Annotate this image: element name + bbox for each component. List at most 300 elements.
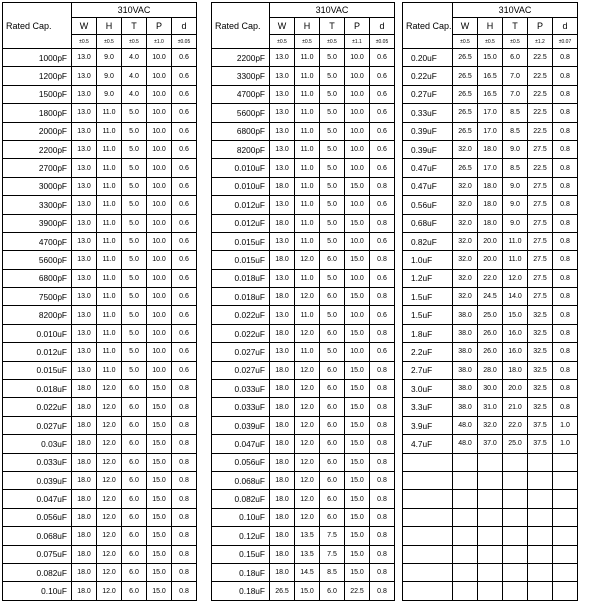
pitch-cell: 10.0 bbox=[345, 232, 370, 250]
pitch-cell bbox=[528, 453, 553, 471]
height-cell: 12.0 bbox=[295, 380, 320, 398]
pitch-cell: 15.0 bbox=[147, 380, 172, 398]
pitch-cell: 15.0 bbox=[345, 324, 370, 342]
pitch-cell: 10.0 bbox=[147, 324, 172, 342]
thickness-cell: 8.5 bbox=[320, 563, 345, 581]
lead-diameter-cell: 0.6 bbox=[370, 85, 395, 103]
width-cell: 13.0 bbox=[270, 104, 295, 122]
thickness-cell: 5.0 bbox=[122, 177, 147, 195]
lead-diameter-cell bbox=[553, 453, 578, 471]
width-cell: 18.0 bbox=[270, 324, 295, 342]
pitch-cell: 27.5 bbox=[528, 269, 553, 287]
table-row bbox=[403, 306, 578, 324]
width-cell: 18.0 bbox=[270, 508, 295, 526]
lead-diameter-cell: 0.6 bbox=[172, 306, 197, 324]
pitch-cell: 27.5 bbox=[528, 288, 553, 306]
pitch-cell bbox=[528, 471, 553, 489]
lead-diameter-cell: 0.6 bbox=[172, 140, 197, 158]
lead-diameter-cell: 0.8 bbox=[172, 563, 197, 581]
height-cell: 11.0 bbox=[97, 251, 122, 269]
thickness-cell: 5.0 bbox=[320, 140, 345, 158]
rated-cap-cell: 0.018uF bbox=[212, 269, 270, 287]
pitch-cell: 15.0 bbox=[147, 471, 172, 489]
pitch-cell: 10.0 bbox=[147, 196, 172, 214]
height-cell: 12.0 bbox=[295, 435, 320, 453]
thickness-cell: 5.0 bbox=[122, 288, 147, 306]
height-cell: 15.0 bbox=[478, 49, 503, 67]
rated-cap-cell: 0.12uF bbox=[212, 527, 270, 545]
width-column-header: W bbox=[453, 18, 478, 35]
height-cell: 18.0 bbox=[478, 140, 503, 158]
pitch-cell: 27.5 bbox=[528, 232, 553, 250]
width-cell: 18.0 bbox=[270, 471, 295, 489]
thickness-cell: 6.0 bbox=[320, 582, 345, 600]
rated-cap-cell: 3300pF bbox=[3, 196, 72, 214]
rated-cap-cell: 5600pF bbox=[212, 104, 270, 122]
rated-cap-cell bbox=[403, 545, 453, 563]
table-row bbox=[3, 508, 197, 526]
width-cell: 18.0 bbox=[72, 416, 97, 434]
lead-diameter-cell: 0.8 bbox=[172, 416, 197, 434]
lead-diameter-cell: 0.8 bbox=[370, 508, 395, 526]
height-cell: 11.0 bbox=[295, 104, 320, 122]
thickness-cell: 9.0 bbox=[503, 140, 528, 158]
height-cell: 16.5 bbox=[478, 85, 503, 103]
thickness-cell bbox=[503, 582, 528, 600]
pitch-cell: 37.5 bbox=[528, 416, 553, 434]
pitch-cell: 10.0 bbox=[147, 67, 172, 85]
thickness-cell: 5.0 bbox=[320, 306, 345, 324]
table-row bbox=[403, 159, 578, 177]
pitch-column-header: P bbox=[147, 18, 172, 35]
height-cell: 18.0 bbox=[478, 196, 503, 214]
width-cell: 18.0 bbox=[270, 563, 295, 581]
width-cell: 18.0 bbox=[72, 545, 97, 563]
height-cell bbox=[478, 490, 503, 508]
pitch-tolerance: ±1.2 bbox=[528, 35, 553, 49]
table-row bbox=[3, 159, 197, 177]
width-cell bbox=[453, 545, 478, 563]
rated-cap-cell: 0.022uF bbox=[212, 306, 270, 324]
pitch-cell: 22.5 bbox=[528, 49, 553, 67]
rated-cap-cell: 0.33uF bbox=[403, 104, 453, 122]
lead-diameter-cell: 0.8 bbox=[553, 214, 578, 232]
height-cell: 11.0 bbox=[295, 196, 320, 214]
lead-diameter-cell: 0.8 bbox=[553, 380, 578, 398]
thickness-cell bbox=[503, 508, 528, 526]
width-cell: 13.0 bbox=[270, 85, 295, 103]
table-row bbox=[403, 122, 578, 140]
rated-cap-cell: 0.68uF bbox=[403, 214, 453, 232]
height-column-header: H bbox=[295, 18, 320, 35]
width-cell: 38.0 bbox=[453, 398, 478, 416]
table-row bbox=[212, 67, 395, 85]
table-row bbox=[212, 545, 395, 563]
height-cell: 12.0 bbox=[295, 251, 320, 269]
width-cell: 18.0 bbox=[270, 545, 295, 563]
height-cell: 11.0 bbox=[295, 177, 320, 195]
thickness-cell: 9.0 bbox=[503, 196, 528, 214]
width-cell: 18.0 bbox=[270, 251, 295, 269]
rated-cap-cell: 0.068uF bbox=[212, 471, 270, 489]
rated-cap-cell: 5600pF bbox=[3, 251, 72, 269]
table-row bbox=[3, 471, 197, 489]
height-cell: 12.0 bbox=[97, 435, 122, 453]
rated-cap-cell: 0.022uF bbox=[212, 324, 270, 342]
width-cell: 18.0 bbox=[270, 490, 295, 508]
table-row bbox=[212, 324, 395, 342]
pitch-cell: 10.0 bbox=[147, 104, 172, 122]
rated-cap-cell: 0.012uF bbox=[212, 196, 270, 214]
pitch-cell: 15.0 bbox=[345, 416, 370, 434]
lead-diameter-cell: 0.6 bbox=[370, 159, 395, 177]
pitch-cell: 22.5 bbox=[528, 85, 553, 103]
width-cell: 18.0 bbox=[270, 380, 295, 398]
pitch-cell: 27.5 bbox=[528, 196, 553, 214]
rated-cap-cell: 0.012uF bbox=[212, 214, 270, 232]
width-cell: 18.0 bbox=[270, 361, 295, 379]
height-cell: 12.0 bbox=[295, 471, 320, 489]
pitch-cell: 15.0 bbox=[345, 251, 370, 269]
lead-diameter-cell: 0.6 bbox=[172, 85, 197, 103]
lead-diameter-cell: 0.6 bbox=[172, 159, 197, 177]
table-row bbox=[3, 490, 197, 508]
lead-diameter-cell: 0.6 bbox=[370, 232, 395, 250]
width-cell: 13.0 bbox=[72, 104, 97, 122]
thickness-cell: 6.0 bbox=[320, 361, 345, 379]
height-cell: 25.0 bbox=[478, 306, 503, 324]
width-cell: 32.0 bbox=[453, 196, 478, 214]
thickness-cell: 5.0 bbox=[122, 196, 147, 214]
table-row bbox=[212, 85, 395, 103]
thickness-cell: 9.0 bbox=[503, 177, 528, 195]
height-cell: 16.5 bbox=[478, 67, 503, 85]
width-cell: 13.0 bbox=[72, 343, 97, 361]
thickness-cell: 18.0 bbox=[503, 361, 528, 379]
pitch-cell: 15.0 bbox=[345, 288, 370, 306]
height-cell: 20.0 bbox=[478, 251, 503, 269]
lead-diameter-cell: 0.8 bbox=[370, 177, 395, 195]
thickness-cell: 21.0 bbox=[503, 398, 528, 416]
rated-cap-cell: 3.3uF bbox=[403, 398, 453, 416]
table-row bbox=[212, 361, 395, 379]
table-row bbox=[3, 582, 197, 600]
width-cell: 13.0 bbox=[72, 159, 97, 177]
width-cell: 26.5 bbox=[453, 122, 478, 140]
lead-diameter-cell bbox=[553, 527, 578, 545]
pitch-cell: 15.0 bbox=[345, 177, 370, 195]
pitch-cell: 10.0 bbox=[147, 177, 172, 195]
thickness-cell: 5.0 bbox=[122, 104, 147, 122]
table-row bbox=[212, 398, 395, 416]
height-cell: 28.0 bbox=[478, 361, 503, 379]
thickness-cell: 6.0 bbox=[122, 490, 147, 508]
width-cell: 38.0 bbox=[453, 380, 478, 398]
pitch-column-header: P bbox=[345, 18, 370, 35]
pitch-cell: 10.0 bbox=[147, 232, 172, 250]
height-cell: 12.0 bbox=[295, 361, 320, 379]
rated-cap-cell: 6800pF bbox=[212, 122, 270, 140]
width-cell: 13.0 bbox=[270, 196, 295, 214]
table-row bbox=[212, 159, 395, 177]
width-cell: 38.0 bbox=[453, 306, 478, 324]
lead-diameter-cell: 0.8 bbox=[370, 471, 395, 489]
rated-cap-cell: 0.056uF bbox=[212, 453, 270, 471]
width-cell: 32.0 bbox=[453, 251, 478, 269]
height-cell: 11.0 bbox=[97, 196, 122, 214]
lead-diameter-cell: 0.6 bbox=[370, 67, 395, 85]
pitch-cell: 10.0 bbox=[147, 140, 172, 158]
rated-cap-cell: 3900pF bbox=[3, 214, 72, 232]
height-cell: 11.0 bbox=[97, 104, 122, 122]
width-cell: 26.5 bbox=[453, 104, 478, 122]
empty-table-row bbox=[403, 582, 578, 600]
rated-cap-cell: 0.10uF bbox=[212, 508, 270, 526]
height-cell: 12.0 bbox=[97, 471, 122, 489]
thickness-cell: 5.0 bbox=[320, 343, 345, 361]
table-row bbox=[3, 306, 197, 324]
height-cell: 11.0 bbox=[97, 214, 122, 232]
thickness-cell: 5.0 bbox=[122, 251, 147, 269]
pitch-tolerance: ±1.1 bbox=[345, 35, 370, 49]
rated-cap-cell: 0.15uF bbox=[212, 545, 270, 563]
height-cell: 24.5 bbox=[478, 288, 503, 306]
pitch-cell: 32.5 bbox=[528, 343, 553, 361]
rated-cap-cell: 1000pF bbox=[3, 49, 72, 67]
lead-diameter-cell: 0.6 bbox=[172, 122, 197, 140]
rated-cap-cell: 7500pF bbox=[3, 288, 72, 306]
thickness-cell: 5.0 bbox=[122, 306, 147, 324]
table-row bbox=[212, 269, 395, 287]
lead-diameter-cell: 0.8 bbox=[172, 490, 197, 508]
table-row bbox=[403, 140, 578, 158]
thickness-cell: 7.5 bbox=[320, 545, 345, 563]
lead-diameter-cell: 0.6 bbox=[370, 196, 395, 214]
width-column-header: W bbox=[270, 18, 295, 35]
thickness-cell: 9.0 bbox=[503, 214, 528, 232]
lead-diameter-cell: 0.6 bbox=[172, 361, 197, 379]
width-cell: 13.0 bbox=[270, 159, 295, 177]
rated-cap-cell bbox=[403, 563, 453, 581]
rated-cap-cell: 0.27uF bbox=[403, 85, 453, 103]
lead-diameter-cell: 0.6 bbox=[370, 343, 395, 361]
rated-cap-cell: 0.39uF bbox=[403, 140, 453, 158]
table-row bbox=[3, 251, 197, 269]
pitch-cell: 10.0 bbox=[345, 140, 370, 158]
width-cell: 18.0 bbox=[72, 471, 97, 489]
width-cell: 13.0 bbox=[270, 269, 295, 287]
lead-diameter-cell: 0.8 bbox=[553, 288, 578, 306]
height-cell: 9.0 bbox=[97, 85, 122, 103]
pitch-cell: 10.0 bbox=[147, 49, 172, 67]
height-cell: 13.5 bbox=[295, 527, 320, 545]
lead-diameter-cell: 0.8 bbox=[370, 380, 395, 398]
rated-cap-cell: 0.075uF bbox=[3, 545, 72, 563]
width-cell: 13.0 bbox=[270, 343, 295, 361]
width-tolerance: ±0.5 bbox=[270, 35, 295, 49]
table-row bbox=[403, 67, 578, 85]
height-cell: 31.0 bbox=[478, 398, 503, 416]
height-cell: 26.0 bbox=[478, 343, 503, 361]
thickness-cell: 14.0 bbox=[503, 288, 528, 306]
pitch-cell: 10.0 bbox=[345, 85, 370, 103]
height-cell: 12.0 bbox=[97, 563, 122, 581]
table-row bbox=[3, 453, 197, 471]
table-row bbox=[3, 49, 197, 67]
height-cell: 11.0 bbox=[295, 232, 320, 250]
pitch-cell: 10.0 bbox=[147, 269, 172, 287]
table-row bbox=[403, 49, 578, 67]
thickness-column-header: T bbox=[122, 18, 147, 35]
lead-diameter-cell: 0.6 bbox=[172, 49, 197, 67]
table-row bbox=[403, 177, 578, 195]
lead-diameter-cell: 0.6 bbox=[172, 196, 197, 214]
lead-diameter-cell: 1.0 bbox=[553, 416, 578, 434]
table-row bbox=[3, 416, 197, 434]
rated-cap-cell: 0.047uF bbox=[3, 490, 72, 508]
height-cell bbox=[478, 582, 503, 600]
table-row bbox=[403, 435, 578, 453]
thickness-cell: 5.0 bbox=[320, 214, 345, 232]
height-cell: 11.0 bbox=[97, 122, 122, 140]
thickness-cell: 6.0 bbox=[122, 380, 147, 398]
rated-cap-cell: 0.033uF bbox=[212, 398, 270, 416]
thickness-cell: 6.0 bbox=[320, 471, 345, 489]
table-row bbox=[212, 453, 395, 471]
pitch-cell: 27.5 bbox=[528, 140, 553, 158]
table-row bbox=[212, 122, 395, 140]
rated-cap-cell: 1.5uF bbox=[403, 306, 453, 324]
thickness-cell: 20.0 bbox=[503, 380, 528, 398]
rated-cap-cell: 3.0uF bbox=[403, 380, 453, 398]
table-row bbox=[212, 582, 395, 600]
rated-cap-cell: 6800pF bbox=[3, 269, 72, 287]
table-row bbox=[3, 232, 197, 250]
lead-diameter-cell: 0.8 bbox=[370, 545, 395, 563]
lead-diameter-cell: 0.8 bbox=[553, 177, 578, 195]
lead-diameter-cell: 0.8 bbox=[370, 416, 395, 434]
thickness-cell: 5.0 bbox=[122, 159, 147, 177]
table-row bbox=[212, 288, 395, 306]
width-cell: 13.0 bbox=[72, 177, 97, 195]
height-cell: 12.0 bbox=[97, 508, 122, 526]
lead-diameter-cell: 0.8 bbox=[172, 508, 197, 526]
width-cell: 18.0 bbox=[72, 490, 97, 508]
pitch-cell: 15.0 bbox=[147, 508, 172, 526]
height-cell: 9.0 bbox=[97, 67, 122, 85]
thickness-cell: 5.0 bbox=[320, 104, 345, 122]
table-row bbox=[3, 196, 197, 214]
lead-diameter-tolerance: ±0.05 bbox=[172, 35, 197, 49]
thickness-cell: 6.0 bbox=[320, 380, 345, 398]
height-cell: 11.0 bbox=[97, 177, 122, 195]
width-cell: 13.0 bbox=[72, 288, 97, 306]
table-row bbox=[212, 140, 395, 158]
pitch-cell: 15.0 bbox=[345, 453, 370, 471]
rated-cap-cell: 0.39uF bbox=[403, 122, 453, 140]
table-row bbox=[3, 67, 197, 85]
rated-cap-cell: 0.18uF bbox=[212, 582, 270, 600]
width-cell: 13.0 bbox=[270, 306, 295, 324]
width-cell: 18.0 bbox=[270, 527, 295, 545]
height-cell bbox=[478, 453, 503, 471]
table-row bbox=[3, 398, 197, 416]
pitch-cell: 32.5 bbox=[528, 306, 553, 324]
pitch-cell: 10.0 bbox=[345, 196, 370, 214]
pitch-cell bbox=[528, 563, 553, 581]
lead-diameter-column-header: d bbox=[553, 18, 578, 35]
pitch-cell: 15.0 bbox=[345, 508, 370, 526]
rated-cap-cell: 0.18uF bbox=[212, 563, 270, 581]
thickness-cell: 25.0 bbox=[503, 435, 528, 453]
lead-diameter-cell: 0.8 bbox=[172, 582, 197, 600]
thickness-cell bbox=[503, 545, 528, 563]
thickness-cell: 6.0 bbox=[503, 49, 528, 67]
table-row bbox=[212, 508, 395, 526]
height-cell: 11.0 bbox=[295, 269, 320, 287]
rated-cap-cell: 0.47uF bbox=[403, 159, 453, 177]
lead-diameter-cell bbox=[553, 490, 578, 508]
table-row bbox=[212, 104, 395, 122]
thickness-cell: 6.0 bbox=[320, 288, 345, 306]
pitch-cell: 15.0 bbox=[345, 380, 370, 398]
lead-diameter-cell: 0.6 bbox=[172, 251, 197, 269]
height-cell: 11.0 bbox=[97, 361, 122, 379]
lead-diameter-cell: 0.8 bbox=[553, 251, 578, 269]
empty-table-row bbox=[403, 453, 578, 471]
table-row bbox=[403, 380, 578, 398]
pitch-cell: 22.5 bbox=[528, 67, 553, 85]
pitch-cell: 15.0 bbox=[345, 214, 370, 232]
thickness-cell: 5.0 bbox=[320, 196, 345, 214]
height-cell: 11.0 bbox=[295, 122, 320, 140]
rated-cap-header: Rated Cap. bbox=[403, 3, 453, 49]
thickness-cell: 4.0 bbox=[122, 49, 147, 67]
thickness-column-header: T bbox=[320, 18, 345, 35]
lead-diameter-cell: 0.8 bbox=[172, 471, 197, 489]
width-cell: 48.0 bbox=[453, 416, 478, 434]
table-row bbox=[403, 251, 578, 269]
rated-cap-cell: 0.047uF bbox=[212, 435, 270, 453]
thickness-cell: 5.0 bbox=[122, 269, 147, 287]
thickness-cell: 11.0 bbox=[503, 251, 528, 269]
width-cell: 13.0 bbox=[72, 361, 97, 379]
rated-cap-cell: 1.8uF bbox=[403, 324, 453, 342]
empty-table-row bbox=[403, 545, 578, 563]
width-cell: 26.5 bbox=[270, 582, 295, 600]
pitch-cell: 27.5 bbox=[528, 214, 553, 232]
height-cell: 11.0 bbox=[295, 49, 320, 67]
rated-cap-cell: 0.018uF bbox=[212, 288, 270, 306]
rated-cap-cell: 0.018uF bbox=[3, 380, 72, 398]
width-cell: 18.0 bbox=[270, 416, 295, 434]
height-cell: 17.0 bbox=[478, 159, 503, 177]
lead-diameter-cell: 0.6 bbox=[370, 104, 395, 122]
width-cell: 32.0 bbox=[453, 177, 478, 195]
rated-cap-cell: 0.056uF bbox=[3, 508, 72, 526]
rated-cap-cell: 0.015uF bbox=[3, 361, 72, 379]
empty-table-row bbox=[403, 471, 578, 489]
lead-diameter-cell: 0.8 bbox=[172, 527, 197, 545]
rated-cap-cell bbox=[403, 527, 453, 545]
rated-cap-cell bbox=[403, 490, 453, 508]
rated-cap-cell: 0.033uF bbox=[212, 380, 270, 398]
pitch-cell: 10.0 bbox=[147, 214, 172, 232]
pitch-cell: 10.0 bbox=[345, 343, 370, 361]
height-cell: 12.0 bbox=[295, 508, 320, 526]
thickness-cell: 6.0 bbox=[320, 251, 345, 269]
width-cell: 13.0 bbox=[72, 67, 97, 85]
